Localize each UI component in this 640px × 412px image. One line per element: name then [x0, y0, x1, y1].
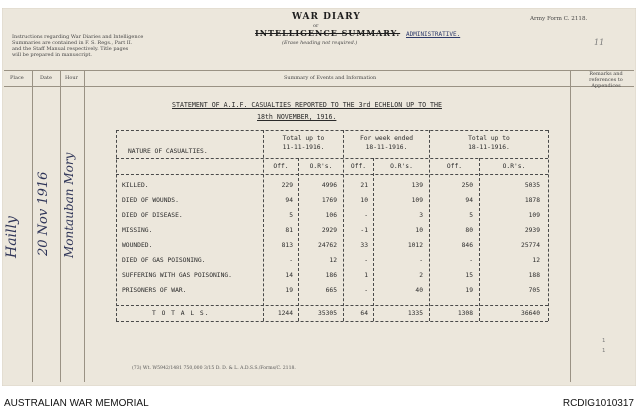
- col-hour: Hour: [65, 75, 78, 81]
- cell-value: 106: [325, 212, 337, 219]
- group-header: Total up to: [282, 135, 325, 142]
- total-value: 1308: [457, 310, 473, 317]
- cell-value: 94: [465, 197, 473, 204]
- cell-value: 80: [465, 227, 473, 234]
- col-remarks-line: Appendices: [591, 83, 621, 89]
- cell-value: 186: [325, 272, 337, 279]
- cell-value: 12: [532, 257, 540, 264]
- cell-value: 1769: [321, 197, 337, 204]
- cell-value: 19: [285, 287, 293, 294]
- archive-name: AUSTRALIAN WAR MEMORIAL: [4, 398, 149, 409]
- cell-value: -: [419, 257, 423, 264]
- instructions-line: Instructions regarding War Diaries and Intelligence: [12, 34, 144, 40]
- cell-value: 1012: [407, 242, 423, 249]
- sub-off: Off.: [446, 163, 463, 170]
- row-label: DIED OF WOUNDS.: [122, 197, 179, 204]
- header-mid-rule: [116, 158, 548, 159]
- cell-value: 5: [289, 212, 293, 219]
- printer-imprint: (73) Wt. W5942/1481 750,000 3/15 D. D. & L. A.D.S.S./Forms/C. 2118.: [132, 366, 296, 371]
- cell-value: 665: [325, 287, 337, 294]
- cell-value: 109: [411, 197, 423, 204]
- cell-value: 5035: [524, 182, 540, 189]
- group-header: For week ended: [359, 135, 414, 142]
- table-bottom-rule: [116, 321, 548, 322]
- army-form-number: Army Form C. 2118.: [530, 16, 588, 22]
- instructions-line: will be prepared in manuscript.: [12, 52, 93, 58]
- sub-off: Off.: [273, 163, 289, 170]
- cell-value: 1878: [524, 197, 540, 204]
- group-header: 18-11-1916.: [468, 144, 510, 151]
- handwritten-date: 20 Nov 1916: [36, 171, 51, 256]
- statement-line-1: STATEMENT OF A.I.F. CASUALTIES REPORTED TO THE 3rd ECHELON UP TO THE: [172, 101, 442, 109]
- margin-mark: 1: [602, 338, 606, 344]
- cell-value: 1: [364, 272, 368, 279]
- cell-value: 188: [528, 272, 540, 279]
- cell-value: 813: [281, 242, 293, 249]
- group-header: Total up to: [468, 135, 510, 142]
- margin-mark: 1: [602, 348, 606, 354]
- col-date: Date: [40, 75, 52, 81]
- totals-top-rule: [116, 305, 548, 306]
- row-label: DIED OF DISEASE.: [122, 212, 183, 219]
- form-subtitle-struck: INTELLIGENCE SUMMARY.: [255, 28, 401, 38]
- rule-summary: [570, 70, 571, 382]
- cell-value: -: [364, 212, 368, 219]
- group-header: 11-11-1916.: [282, 144, 325, 151]
- corner-mark: 11: [594, 38, 605, 47]
- total-value: 35305: [318, 310, 337, 317]
- erase-note: (Erase heading not required.): [282, 40, 358, 46]
- header-top-rule: [4, 70, 634, 71]
- cell-value: 10: [415, 227, 423, 234]
- cell-value: 24762: [318, 242, 337, 249]
- cell-value: -: [289, 257, 293, 264]
- sub-off: Off.: [350, 163, 367, 170]
- form-subtitle-alt: ADMINISTRATIVE.: [406, 31, 461, 38]
- handwritten-place: Hailly: [4, 216, 20, 258]
- row-label: KILLED.: [122, 182, 149, 189]
- cell-value: 139: [411, 182, 423, 189]
- cell-value: 21: [360, 182, 368, 189]
- cell-value: 10: [360, 197, 368, 204]
- archive-footer: [0, 394, 640, 412]
- nature-header: NATURE OF CASUALTIES.: [128, 148, 208, 155]
- cell-value: 94: [285, 197, 293, 204]
- instructions-line: Summaries are contained in F. S. Regs., Part II.: [12, 40, 133, 46]
- total-value: 1335: [407, 310, 423, 317]
- cell-value: 2929: [321, 227, 337, 234]
- col-place: Place: [10, 75, 24, 81]
- table-top-rule: [116, 130, 548, 131]
- total-value: 1244: [277, 310, 293, 317]
- cell-value: 19: [465, 287, 473, 294]
- table-right-rule: [548, 130, 549, 321]
- cell-value: 846: [461, 242, 473, 249]
- totals-label: T O T A L S.: [152, 310, 210, 317]
- cell-value: 109: [528, 212, 540, 219]
- rule-place: [32, 70, 33, 382]
- col-remarks: [576, 71, 636, 89]
- row-label: WOUNDED.: [122, 242, 153, 249]
- col-remarks-line: references to: [589, 77, 623, 83]
- archive-id: RCDIG1010317: [562, 398, 634, 409]
- form-title: WAR DIARY: [292, 12, 361, 22]
- cell-value: 4996: [321, 182, 337, 189]
- form-or: or: [313, 23, 319, 29]
- diary-sheet: [2, 8, 636, 386]
- instructions-block: [12, 34, 162, 58]
- cell-value: 81: [285, 227, 293, 234]
- cell-value: -: [364, 287, 368, 294]
- cell-value: 33: [360, 242, 368, 249]
- col-summary: Summary of Events and Information: [284, 75, 377, 81]
- cell-value: -1: [360, 227, 368, 234]
- cell-value: -: [364, 257, 368, 264]
- cell-value: 2939: [524, 227, 540, 234]
- cell-value: 14: [285, 272, 293, 279]
- cell-value: 705: [528, 287, 540, 294]
- cell-value: 229: [281, 182, 293, 189]
- cell-value: 12: [329, 257, 337, 264]
- cell-value: 2: [419, 272, 423, 279]
- sub-ors: O.R's.: [502, 163, 526, 170]
- sub-ors: O.R's.: [390, 163, 413, 170]
- cell-value: 25774: [521, 242, 540, 249]
- rule-date: [60, 70, 61, 382]
- header-bottom-rule: [116, 174, 548, 175]
- col-remarks-line: Remarks and: [589, 71, 623, 77]
- rule-hour: [84, 70, 85, 382]
- total-value: 36640: [521, 310, 540, 317]
- handwritten-hour: Montauban Mory: [62, 152, 76, 258]
- cell-value: 250: [461, 182, 473, 189]
- statement-line-2: 18th NOVEMBER, 1916.: [257, 113, 337, 121]
- instructions-line: and the Staff Manual respectively. Title pages: [12, 46, 129, 52]
- table-left-rule: [116, 130, 117, 321]
- header-bottom-rule: [4, 86, 634, 87]
- row-label: PRISONERS OF WAR.: [122, 287, 187, 294]
- total-value: 64: [360, 310, 368, 317]
- sub-ors: O.R's.: [309, 163, 333, 170]
- group-header: 18-11-1916.: [365, 144, 408, 151]
- row-label: MISSING.: [122, 227, 153, 234]
- cell-value: 5: [469, 212, 473, 219]
- row-label: SUFFERING WITH GAS POISONING.: [122, 272, 232, 279]
- cell-value: 15: [465, 272, 473, 279]
- cell-value: 40: [415, 287, 423, 294]
- cell-value: -: [469, 257, 473, 264]
- row-label: DIED OF GAS POISONING.: [122, 257, 206, 264]
- cell-value: 3: [419, 212, 423, 219]
